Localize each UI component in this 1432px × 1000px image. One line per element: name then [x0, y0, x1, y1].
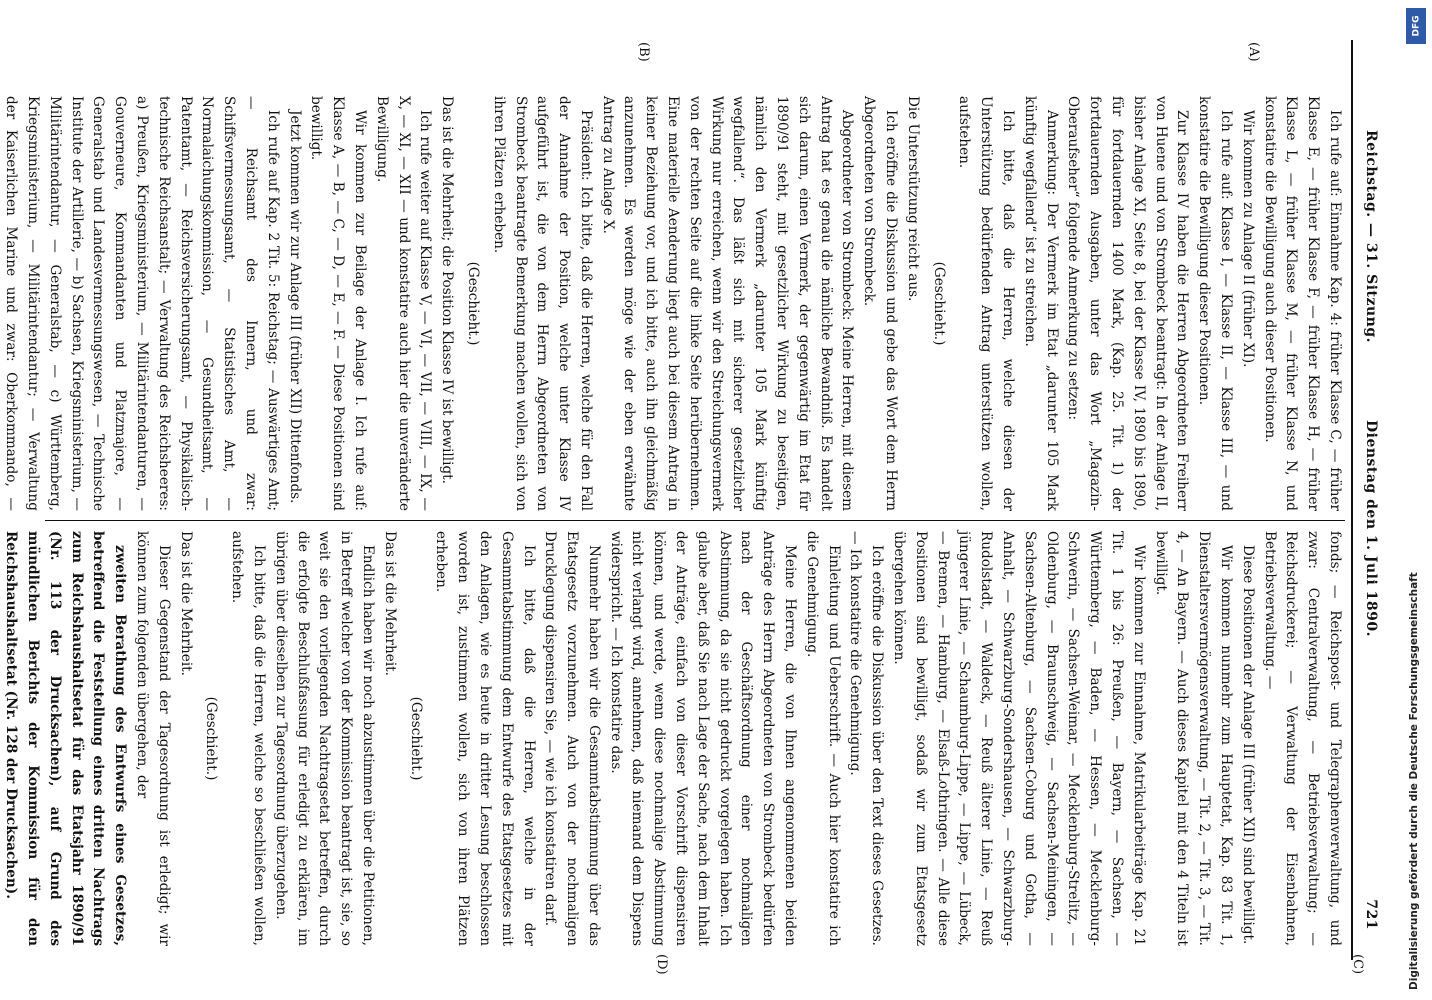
stage-direction: (Geschieht.): [464, 261, 481, 346]
paragraph: Ich rufe auf Kap. 2 Tit. 5: Reichstag; — Auswärtiges Amt; — Reichsamt des Innern, und zwar: Schiffsvermessungsamt, — Statistisches Amt, — Normalaichungskommission, — Gesundheitsamt, — Patentamt, — Reichsversicherungsamt, — Physikalisch-technische Reichsanstalt; — Verwaltung des Reichsheeres: a) Preußen, Kriegsministerium, — Militärintendanturen, — Gouverneure, Kommandanten und Platzmajore, — Generalstab und Landesvermessungswesen, — Technische Institute der Artillerie, — b) Sachsen, Kriegsministerium, — Militärintendantur, — Generalstab, — c) Württemberg, Kriegsministerium, — Militärintendantur; — Verwaltung der Kaiserlichen Marine und zwar: Oberkommando, —: [3, 96, 281, 511]
paragraph: Wir kommen zur Einnahme, Matrikularbeiträge Kap. 21 Tit. 1 bis 26: Preußen, — Bayern, — Sachsen, — Württemberg, — Baden, — Hessen, — Mecklenburg-Schwerin, — Sachsen-Weimar, — Mecklenburg-Strelitz, — Oldenburg, — Braunschweig, — Sachsen-Meiningen, — Sachsen-Altenburg, — Sachsen-Coburg und Gotha, — Anhalt, — Schwarzburg-Sondershausen, — Schwarzburg-Rudolstadt, — Waldeck, — Reuß älterer Linie, — Reuß jüngerer Linie, — Schaumburg-Lippe, — Lippe, — Lübeck, — Bremen, — Hamburg, — Elsaß-Lothringen. — Alle diese Positionen sind bewilligt, sodaß wir zum Etatsgesetz übergehen können.: [891, 531, 1147, 946]
header-date: Dienstag den 1. Juli 1890.: [1363, 420, 1379, 638]
margin-marker-c: (C): [1350, 954, 1365, 975]
paragraph: Ich bitte, daß die Herren, welche diesen der Unterstützung bedürfenden Antrag unterstützen wollen, aufstehen.: [956, 96, 1017, 511]
paragraph: Ich rufe auf: Klasse I, — Klasse II, — Klasse III, — und konstatire die Bewilligung dieser Positionen.: [1196, 96, 1235, 511]
digitization-note: Digitalisierung gefördert durch die Deutsche Forschungsgemeinschaft: [1408, 572, 1420, 990]
paragraph: Ich bitte, daß die Herren, welche so beschließen wollen, aufstehen.: [229, 531, 267, 946]
paragraph: Ich rufe auf: Einnahme Kap. 4: früher Klasse C, — früher Klasse E, — früher Klasse F, — früher Klasse H, — früher Klasse L, — früher Klasse M, — früher Klasse N, und konstatire die Bewilligung auch dieser Positionen.: [1261, 96, 1343, 511]
page-header: [1351, 40, 1387, 960]
paragraph: Die Unterstützung reicht aus.: [904, 96, 921, 302]
right-column: [3, 520, 1345, 946]
paragraph: Anmerkung: Der Vermerk im Etat „darunter 105 Mark künftig wegfallend“ ist zu streichen.: [1021, 96, 1060, 511]
paragraph: fonds; — Reichspost- und Telegraphenverwaltung, und zwar: Centralverwaltung, — Betriebsverwaltung; — Reichsdruckerei; — Verwaltung der Eisenbahnen, Betriebsverwaltung. —: [1261, 531, 1343, 946]
speech-paragraph: Präsident: Ich bitte, daß die Herren, welche für den Fall der Annahme der Position, welche unter Klasse IV aufgeführt ist, die von dem Herrn Abgeordneten von Strombeck beantragte Bemerkung machen wollen, sich von ihren Plätzen erheben.: [490, 96, 594, 511]
paragraph: Nunmehr haben wir die Gesammtabstimmung über das Etatsgesetz vorzunehmen. Auch von der nochmaligen Drucklegung dispensiren Sie, — wie ich konstatiren darf.: [542, 531, 602, 946]
paragraph: Das ist die Mehrheit.: [381, 531, 398, 676]
paragraph: Einleitung und Ueberschrift. — Auch hier konstatire ich die Genehmigung.: [803, 531, 842, 946]
paragraph: Dieser Gegenstand der Tagesordnung ist erledigt; wir können zum folgenden übergehen, der: [133, 531, 172, 946]
page-number: 721: [1363, 899, 1379, 930]
stage-direction: (Geschieht.): [203, 696, 220, 781]
paragraph: Diese Positionen der Anlage III (früher XII) sind bewilligt.: [1239, 545, 1256, 945]
margin-marker-b: (B): [636, 42, 651, 62]
header-session: Reichstag. — 31. Sitzung.: [1363, 130, 1379, 343]
margin-marker-d: (D): [654, 954, 669, 975]
paragraph: Das ist die Mehrheit; die Position Klasse IV ist bewilligt.: [439, 96, 456, 484]
left-column: [3, 96, 1345, 511]
paragraph: Meine Herren, die von Ihnen angenommenen beiden Anträge des Herrn Abgeordneten von Strombeck bedürfen nach der Geschäftsordnung einer nochmaligen Abstimmung, da sie nicht gedruckt vorgelegen haben. Ich glaube aber, daß Sie nach Lage der Sache, nach dem Inhalt der Anträge, einfach von dieser Vorschrift dispensiren können, und werde, wenn diese nochmalige Abstimmung nicht verlangt wird, annehmen, daß niemand dem Dispens widerspricht. — Ich konstatire das.: [607, 531, 799, 946]
dfg-logo-text: DFG: [1411, 15, 1422, 37]
paragraph: Endlich haben wir noch abzustimmen über die Petitionen, in Betreff welcher von der Kommission beantragt ist, sie, so weit sie den vorliegenden Nachtragsetat betreffen, durch die erfolgte Beschlußfassung für erledigt zu erklären, im übrigen über dieselben zur Tagesordnung überzugehen.: [272, 531, 376, 946]
paragraph: Wir kommen nunmehr zum Hauptetat, Kap. 83 Tit. 1, Dienstaltersvermögensverwaltung, — Tit. 2, — Tit. 3, — Tit. 4, — An Bayern. — Auch dieses Kapitel mit den 4 Titeln ist bewilligt.: [1152, 531, 1235, 946]
speech-paragraph: Abgeordneter von Strombeck: Meine Herren, mit diesem Antrag hat es genau die nämliche Bewandniß. Es handelt sich darum, einen Vermerk, der gegenwärtig im Etat für 1890/91 steht, mit gesetzlicher Wirkung zu beseitigen, nämlich den Vermerk „darunter 105 Mark künftig wegfallend“. Das läßt sich mit sicherer gesetzlicher Wirkung nur erreichen, wenn wir den Streichungsvermerk von der rechten Seite auf die linke Seite herübernehmen. Eine materielle Aenderung liegt auch bei diesem Antrag in keiner Beziehung vor, und ich bitte, auch ihn gleichmäßig anzunehmen. Es werden möge wie der eben erwähnte Antrag zu Anlage X.: [599, 96, 856, 511]
paragraph: Wir kommen zur Beilage der Anlage I. Ich rufe auf: Klasse A, — B, — C, — D, — E, — F. — Diese Positionen sind bewilligt.: [308, 96, 368, 511]
paragraph: Ich rufe weiter auf Klasse V, — VI, — VII, — VIII, — IX, — X, — XI, — XII — und konstatire auch hier die unveränderte Bewilligung.: [373, 96, 434, 511]
margin-marker-a: (A): [1246, 42, 1261, 62]
agenda-item: zweiten Berathung des Entwurfs eines Gesetzes, betreffend die Feststellung eines dritten Nachtrags zum Reichshaushaltsetat für das Etatsjahr 1890/91 (Nr. 113 der Drucksachen), auf Grund des mündlichen Berichts der Kommission für den Reichshaushaltsetat (Nr. 128 der Drucksachen).: [3, 531, 129, 946]
paragraph: Ich eröffne die Diskussion und gebe das Wort dem Herrn Abgeordneten von Strombeck.: [861, 96, 900, 511]
paragraph: Jetzt kommen wir zur Anlage III (früher XII) Dittenfonds.: [286, 110, 303, 504]
paragraph: Das ist die Mehrheit.: [177, 531, 194, 676]
paragraph: Ich bitte, daß die Herren, welche in der Gesammtabstimmung dem Entwurfe des Etatsgesetzes mit den Anlagen, wie es heute in dritter Lesung beschlossen worden ist, zustimmen wollen, sich von ihren Plätzen erheben.: [433, 531, 537, 946]
stage-direction: (Geschieht.): [407, 696, 424, 781]
paragraph: Ich eröffne die Diskussion über den Text dieses Gesetzes. — Ich konstatire die Genehmigung.: [847, 531, 886, 946]
dfg-logo: [1406, 8, 1426, 44]
paragraph: Zur Klasse IV haben die Herren Abgeordneten Freiherr von Huene und von Strombeck beantragt: In der Anlage II, bisher Anlage XI, Seite 8, bei der Klasse IV, 1890 bis 1890, für fortdauernden 1400 Mark, (Kap. 25. Tit. 1) der fortdauernden Ausgaben, unter das Wort „Magazin-Oberaufseher“ folgende Anmerkung zu setzen:: [1065, 96, 1191, 511]
stage-direction: (Geschieht.): [930, 261, 947, 346]
text-columns: [3, 40, 1365, 975]
paragraph: Wir kommen zu Anlage II (früher XI).: [1239, 110, 1256, 368]
